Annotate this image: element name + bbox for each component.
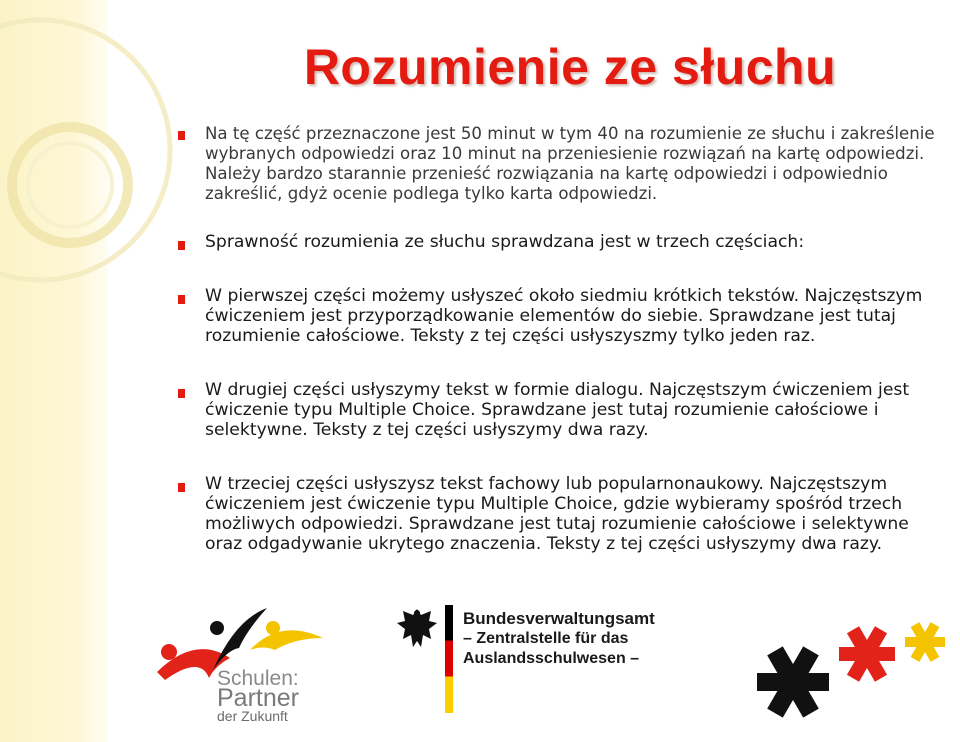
federal-eagle-icon — [395, 605, 439, 653]
bva-line2: – Zentralstelle für das — [463, 630, 629, 647]
bullet-item — [178, 474, 938, 554]
asterisk-stars-logo — [745, 612, 955, 732]
schulen-line1: Schulen: — [217, 667, 299, 690]
bullet-list — [178, 124, 938, 554]
bullet-marker — [178, 483, 185, 492]
red-asterisk-icon — [839, 626, 895, 681]
schulen-line3: der Zukunft — [217, 708, 288, 724]
decorative-rings — [0, 0, 200, 320]
bullet-text: W drugiej części usłyszymy tekst w formie dialogu. Najczęstszym ćwiczeniem jest ćwiczenie typu Multiple Choice. Sprawdzane jest tutaj rozumienie całościowe i selektywne. Teksty z tej części usłyszymy dwa razy. — [205, 380, 910, 440]
page-title: Rozumienie ze słuchu — [303, 39, 837, 95]
bullet-text: W pierwszej części możemy usłyszeć około siedmiu krótkich tekstów. Najczęstszym ćwiczeniem jest przyporządkowanie elementów do siebie. Sprawdzane jest tutaj rozumienie całościowe. Teksty z tej części usłyszyszmy tylko jeden raz. — [205, 286, 923, 346]
bva-line1: Bundesverwaltungsamt — [463, 609, 655, 628]
bullet-marker — [178, 131, 185, 140]
bundesverwaltungsamt-logo — [395, 605, 655, 715]
bullet-item — [178, 124, 938, 204]
bullet-text: Sprawność rozumienia ze słuchu sprawdzana jest w trzech częściach: — [205, 232, 805, 252]
bullet-text: W trzeciej części usłyszysz tekst fachowy lub popularnonaukowy. Najczęstszym ćwiczeniem jest ćwiczenie typu Multiple Choice, gdzie wybieramy spośród trzech możliwych odpowiedzi. Sprawdzane jest tutaj rozumienie całościowe i selektywne oraz odgadywanie ukrytego znaczenia. Teksty z tej części usłyszymy dwa razy. — [205, 474, 909, 554]
bullet-item — [178, 232, 938, 252]
schulen-partner-logo — [155, 600, 355, 730]
bullet-item — [178, 380, 938, 440]
bullet-text: Na tę część przeznaczone jest 50 minut w tym 40 na rozumienie ze słuchu i zakreślenie wybranych odpowiedzi oraz 10 minut na przeniesienie rozwiązań na kartę odpowiedzi. Należy bardzo starannie przenieść rozwiązania na kartę odpowiedzi i odpowiednio zakreślić, gdyż ocenie podlega tylko karta odpowiedzi. — [205, 124, 935, 203]
bullet-item — [178, 286, 938, 346]
bullet-marker — [178, 389, 185, 398]
yellow-asterisk-icon — [905, 622, 945, 662]
german-flag-stripe — [445, 605, 453, 713]
bva-line3: Auslandsschulwesen – — [463, 650, 640, 667]
schulen-line2: Partner — [217, 684, 299, 712]
bullet-marker — [178, 241, 185, 250]
bullet-marker — [178, 295, 185, 304]
black-asterisk-icon — [757, 646, 829, 717]
